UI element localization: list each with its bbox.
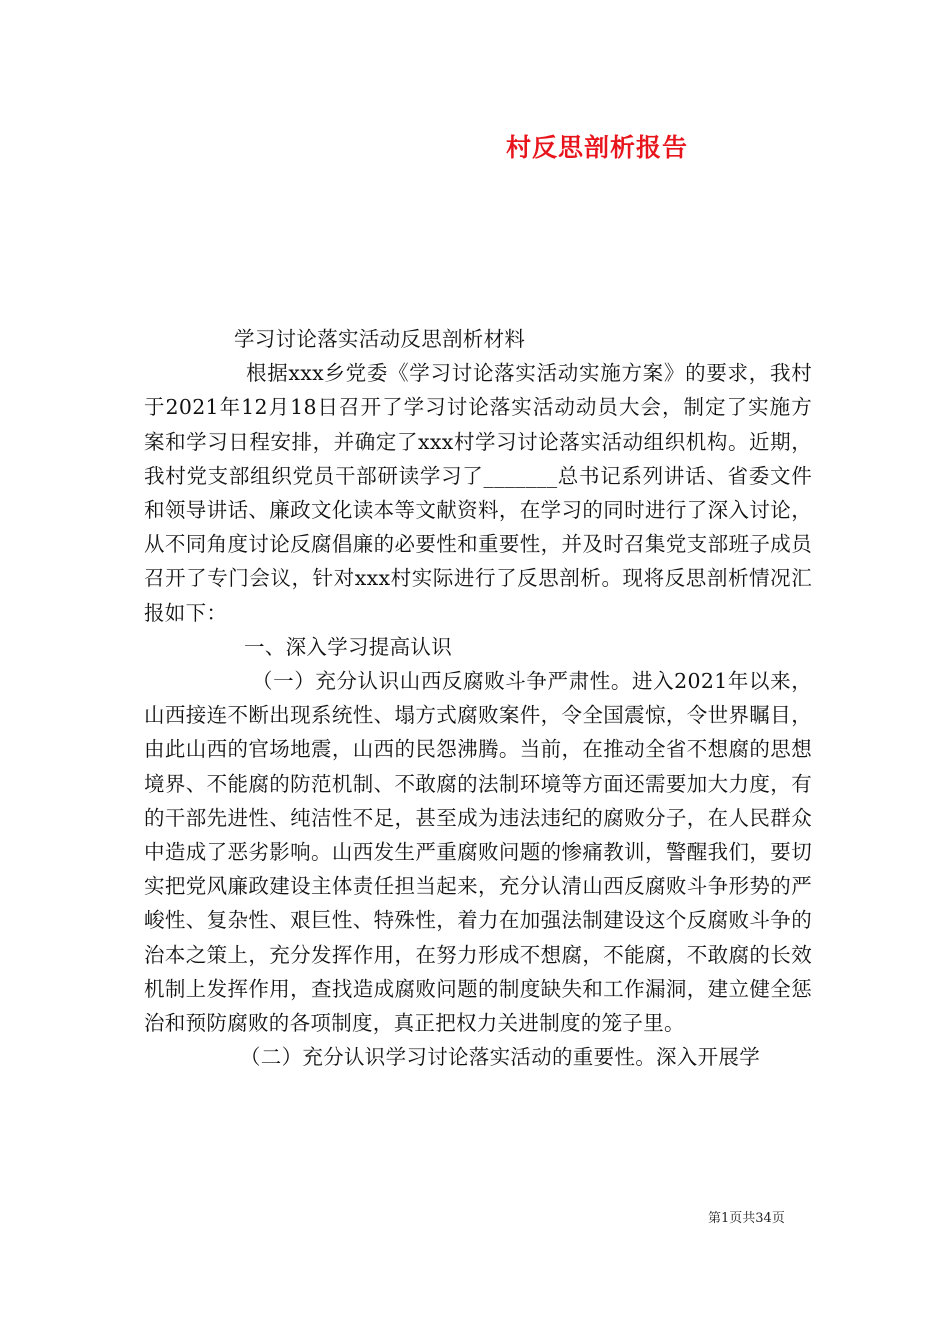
page-number: 第1页共34页	[708, 1211, 785, 1226]
section-heading-1: 一、深入学习提高认识	[244, 634, 452, 659]
paragraph-section-1-2: （二）充分认识学习讨论落实活动的重要性。深入开展学	[240, 1045, 760, 1070]
document-title: 村反思剖析报告	[506, 133, 689, 162]
paragraph-section-1-1: （一）充分认识山西反腐败斗争严肃性。进入2021年以来，山西接连不断出现系统性、塌方式腐败案件，令全国震惊，令世界瞩目，由此山西的官场地震，山西的民怨沸腾。当前，在推动全省不想腐的思想境界、不能腐的防范机制、不敢腐的法制环境等方面还需要加大力度，有的干部先进性、纯洁性不足，甚至成为违法违纪的腐败分子，在人民群众中造成了恶劣影响。山西发生严重腐败问题的惨痛教训，警醒我们，要切实把党风廉政建设主体责任担当起来，充分认清山西反腐败斗争形势的严峻性、复杂性、艰巨性、特殊性，着力在加强法制建设这个反腐败斗争的治本之策上，充分发挥作用，在努力形成不想腐，不能腐，不敢腐的长效机制上发挥作用，查找造成腐败问题的制度缺失和工作漏洞，建立健全惩治和预防腐败的各项制度，真正把权力关进制度的笼子里。	[144, 669, 812, 1036]
title-container	[0, 128, 950, 168]
paragraph-intro: 根据xxx乡党委《学习讨论落实活动实施方案》的要求，我村于2021年12月18日召开了学习讨论落实活动动员大会，制定了实施方案和学习日程安排，并确定了xxx村学习讨论落实活动组织机构。近期，我村党支部组织党员干部研读学习了_______总书记系列讲话、省委文件和领导讲话、廉政文化读本等文献资料，在学习的同时进行了深入讨论，从不同角度讨论反腐倡廉的必要性和重要性，并及时召集党支部班子成员召开了专门会议，针对xxx村实际进行了反思剖析。现将反思剖析情况汇报如下：	[144, 361, 812, 625]
document-body	[144, 322, 812, 1074]
document-subtitle: 学习讨论落实活动反思剖析材料	[234, 327, 526, 351]
